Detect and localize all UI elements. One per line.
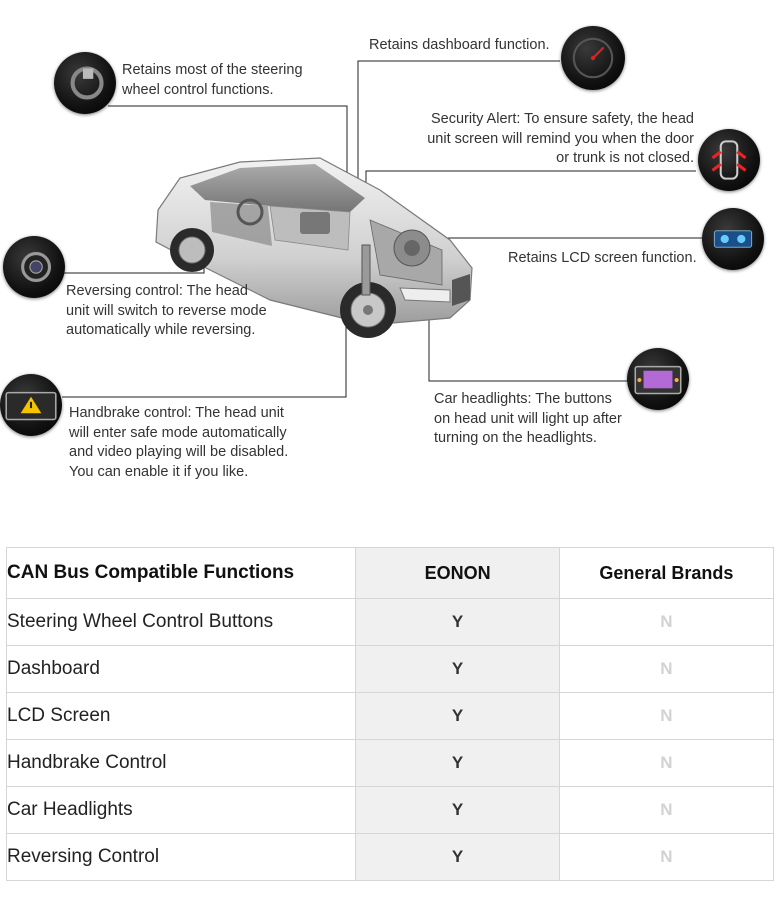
general-cell: N <box>559 787 773 834</box>
feature-cell: Reversing Control <box>7 834 356 881</box>
eonon-cell: Y <box>356 787 559 834</box>
steering-callout: Retains most of the steering wheel control functions. <box>122 62 303 98</box>
handbrake-callout: Handbrake control: The head unit will enter safe mode automatically and video playing will be disabled. You can enable it if you like. <box>69 405 289 480</box>
feature-cell: LCD Screen <box>7 693 356 740</box>
general-cell: N <box>559 693 773 740</box>
general-cell: N <box>559 834 773 881</box>
dashboard-gauge-icon <box>561 26 625 90</box>
table-row <box>7 693 774 740</box>
head-unit-lights-icon <box>627 348 689 410</box>
general-cell: N <box>559 646 773 693</box>
eonon-cell: Y <box>356 646 559 693</box>
dashboard-callout: Retains dashboard function. <box>369 37 550 53</box>
header-general-brands: General Brands <box>559 548 773 599</box>
feature-cell: Handbrake Control <box>7 740 356 787</box>
lcd-screen-icon <box>702 208 764 270</box>
feature-cell: Dashboard <box>7 646 356 693</box>
table-row <box>7 787 774 834</box>
handbrake-warning-icon <box>0 374 62 436</box>
feature-cell: Car Headlights <box>7 787 356 834</box>
feature-cell: Steering Wheel Control Buttons <box>7 599 356 646</box>
eonon-cell: Y <box>356 599 559 646</box>
table-row <box>7 834 774 881</box>
table-row <box>7 599 774 646</box>
eonon-cell: Y <box>356 740 559 787</box>
general-cell: N <box>559 740 773 787</box>
table-row <box>7 740 774 787</box>
car-door-alert-icon <box>698 129 760 191</box>
headlights-callout: Car headlights: The buttons on head unit will light up after turning on the headlights. <box>434 391 622 446</box>
reversing-camera-icon <box>3 236 65 298</box>
eonon-cell: Y <box>356 834 559 881</box>
reversing-callout: Reversing control: The head unit will switch to reverse mode automatically while reversing. <box>66 283 267 338</box>
table-row <box>7 646 774 693</box>
header-eonon: EONON <box>356 548 559 599</box>
compatibility-table <box>6 547 774 881</box>
lcd-callout: Retains LCD screen function. <box>508 250 697 266</box>
header-functions: CAN Bus Compatible Functions <box>7 548 356 599</box>
eonon-cell: Y <box>356 693 559 740</box>
general-cell: N <box>559 599 773 646</box>
table-header-row <box>7 548 774 599</box>
security-callout: Security Alert: To ensure safety, the head unit screen will remind you when the door or trunk is not closed. <box>427 111 694 166</box>
steering-wheel-icon <box>54 52 116 114</box>
